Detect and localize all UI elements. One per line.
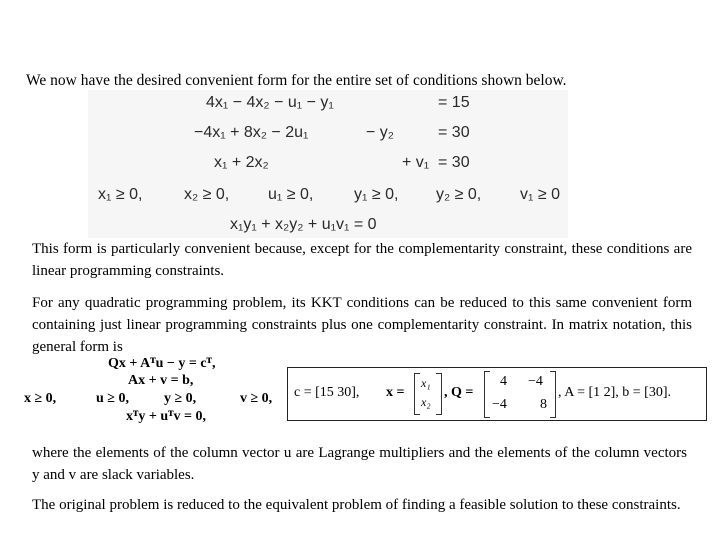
kkt-eq3-mid: + v₁ — [402, 154, 430, 171]
x-bracket-left — [414, 373, 420, 415]
nonneg-y2: y₂ ≥ 0, — [436, 186, 482, 203]
nonneg-x2: x₂ ≥ 0, — [184, 186, 230, 203]
nonneg-u1: u₁ ≥ 0, — [268, 186, 314, 203]
paragraph-multipliers: where the elements of the column vector u are Lagrange multipliers and the elements of the column vectors y and v are slack variables. — [32, 445, 687, 483]
kkt-eq2-mid: − y₂ — [366, 124, 394, 141]
x-entry-1: x₁ — [421, 376, 431, 390]
a-and-b: , A = [1 2], b = [30]. — [558, 385, 672, 400]
general-form-line2: Ax + v = b, — [128, 373, 194, 388]
intro-text: We now have the desired convenient form for the entire set of conditions shown below. — [26, 72, 567, 89]
nonneg-y1: y₁ ≥ 0, — [354, 186, 399, 203]
general-form-x: x ≥ 0, — [24, 391, 57, 406]
q-entry-21: −4 — [492, 397, 507, 412]
matrix-definitions-box — [287, 367, 707, 421]
complementarity-eq: x₁y₁ + x₂y₂ + u₁v₁ = 0 — [230, 216, 377, 233]
paragraph-feasible: The original problem is reduced to the equivalent problem of finding a feasible solution to these constraints. — [32, 497, 681, 513]
kkt-eq3-rhs: = 30 — [438, 154, 470, 171]
general-form-u: u ≥ 0, — [96, 391, 129, 406]
paragraph-general: For any quadratic programming problem, its KKT conditions can be reduced to this same convenient form containing just linear programming constraints plus one complementarity constraint. In matrix notation, this general form is — [32, 295, 692, 355]
kkt-eq1-rhs: = 15 — [438, 94, 470, 111]
q-bracket-right — [550, 371, 556, 418]
x-label: x = — [386, 385, 405, 400]
general-form-y: y ≥ 0, — [164, 391, 197, 406]
q-entry-22: 8 — [540, 397, 547, 412]
q-label: , Q = — [444, 385, 474, 400]
c-vector: c = [15 30], — [294, 385, 360, 400]
kkt-eq3: x₁ + 2x₂ — [214, 154, 269, 171]
kkt-eq1: 4x₁ − 4x₂ − u₁ − y₁ — [206, 94, 334, 111]
x-entry-2: x₂ — [421, 395, 431, 409]
general-form-line1: Qx + Aᵀu − y = cᵀ, — [108, 356, 216, 371]
q-bracket-left — [484, 371, 490, 418]
general-form-v: v ≥ 0, — [240, 391, 273, 406]
q-entry-11: 4 — [500, 374, 507, 389]
nonneg-v1: v₁ ≥ 0 — [520, 186, 560, 203]
q-entry-12: −4 — [528, 374, 543, 389]
x-bracket-right — [436, 373, 442, 415]
kkt-eq2: −4x₁ + 8x₂ − 2u₁ — [194, 124, 309, 141]
nonneg-x1: x₁ ≥ 0, — [98, 186, 143, 203]
kkt-eq2-rhs: = 30 — [438, 124, 470, 141]
paragraph-convenient: This form is particularly convenient because, except for the complementarity constraint, these conditions are linear programming constraints. — [32, 241, 692, 279]
general-form-line4: xᵀy + uᵀv = 0, — [126, 409, 207, 424]
